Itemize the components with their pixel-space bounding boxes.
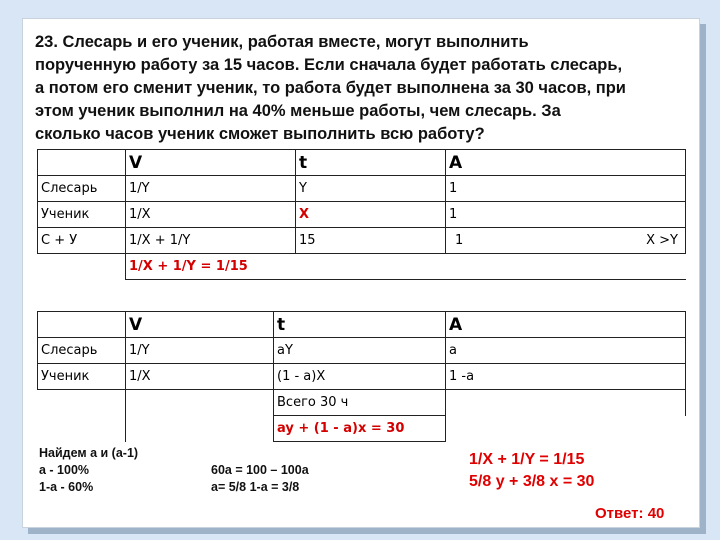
table-cell: Ученик [38,202,126,228]
problem-line: этом ученик выполнил на 40% меньше работы, чем слесарь. За [35,102,561,120]
equation-row [38,254,686,280]
slide [22,18,700,528]
total-row [38,390,686,416]
table-cell: Ученик [38,364,126,390]
equation-2: ay + (1 - a)x = 30 [274,416,446,442]
header-cell-v: V [126,150,296,176]
header-cell-a: A [446,150,686,176]
header-cell [38,312,126,338]
table-cell: 1 -a [446,364,686,390]
table-cell: С + У [38,228,126,254]
problem-text [35,31,690,146]
header-cell-t: t [274,312,446,338]
table-cell: Y [296,176,446,202]
table-cell: 15 [296,228,446,254]
table-speed-time-work-1 [37,149,686,280]
side-note: X >Y [646,233,678,248]
empty-cell [38,254,126,280]
empty-cell [38,416,126,442]
find-notes [39,445,138,496]
find-line: а - 100% [39,463,90,477]
problem-line: сколько часов ученик сможет выполнить всю работу? [35,125,485,143]
equation-row [38,416,686,442]
table-cell: a [446,338,686,364]
header-cell-v: V [126,312,274,338]
table-row [38,176,686,202]
equation-system [469,449,594,493]
table-cell: 1/X [126,364,274,390]
table-cell: aY [274,338,446,364]
calc-notes [211,462,309,496]
system-eq: 1/X + 1/Y = 1/15 [469,451,585,468]
find-title: Найдем а и (а-1) [39,446,139,460]
answer: Ответ: 40 [595,505,665,522]
table-cell: Слесарь [38,176,126,202]
table-cell: Слесарь [38,338,126,364]
empty-cell [446,416,686,442]
table-cell: 1/Y [126,176,296,202]
empty-cell [126,416,274,442]
total-time: Всего 30 ч [274,390,446,416]
table-cell: 1/Y [126,338,274,364]
table-cell-value: 1 [455,233,464,248]
problem-line: порученную работу за 15 часов. Если сначала будет работать слесарь, [35,56,623,74]
problem-line: 23. Слесарь и его ученик, работая вместе, могут выполнить [35,33,529,51]
empty-cell [38,390,126,416]
calc-line: а= 5/8 1-а = 3/8 [211,480,300,494]
header-cell-t: t [296,150,446,176]
table-speed-time-work-2 [37,311,686,442]
empty-cell [446,390,686,416]
table-cell: 1 [446,176,686,202]
equation-1: 1/X + 1/Y = 1/15 [126,254,686,280]
table-row [38,228,686,254]
header-cell [38,150,126,176]
table-cell: (1 - a)X [274,364,446,390]
table-row [38,202,686,228]
empty-cell [126,390,274,416]
problem-line: а потом его сменит ученик, то работа будет выполнена за 30 часов, при [35,79,626,97]
table-cell: 1/X [126,202,296,228]
table-header-row [38,150,686,176]
table-cell: 1/X + 1/Y [126,228,296,254]
table-cell [446,228,686,254]
table-cell-highlight: X [296,202,446,228]
table-header-row [38,312,686,338]
table-row [38,338,686,364]
calc-line: 60а = 100 – 100а [211,463,309,477]
table-row [38,364,686,390]
system-eq: 5/8 y + 3/8 x = 30 [469,473,595,490]
find-line: 1-а - 60% [39,480,94,494]
header-cell-a: A [446,312,686,338]
table-cell: 1 [446,202,686,228]
